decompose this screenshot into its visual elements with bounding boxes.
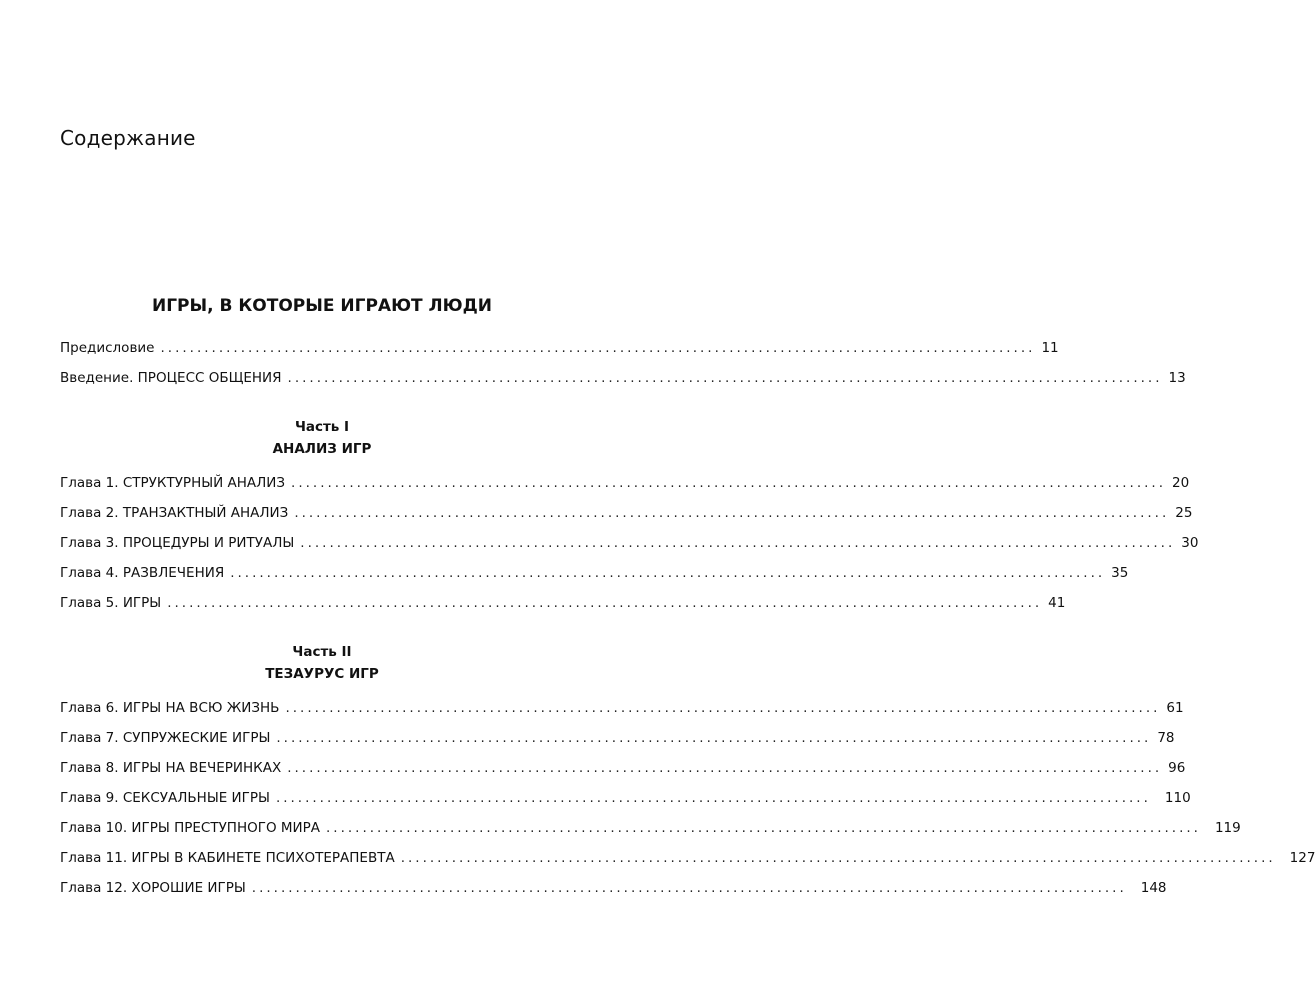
toc-entry (60, 505, 1193, 525)
toc-entry-label: Глава 8. ИГРЫ НА ВЕЧЕРИНКАХ (60, 760, 282, 776)
dot-leader: ........................................................................................................................ (326, 820, 1201, 836)
toc-entry (60, 880, 1167, 900)
toc-entry-label: Введение. ПРОЦЕСС ОБЩЕНИЯ (60, 370, 282, 386)
dot-leader: ........................................................................................................................ (285, 700, 1161, 716)
dot-leader: ........................................................................................................................ (251, 880, 1127, 896)
part-2-title: ТЕЗАУРУС ИГР (265, 666, 379, 682)
toc-entry (60, 565, 1129, 585)
toc-entry-label: Предисловие (60, 340, 155, 356)
toc-entry-page: 11 (1041, 340, 1059, 356)
dot-leader: ........................................................................................................................ (300, 535, 1176, 551)
dot-leader: ........................................................................................................................ (275, 790, 1151, 806)
toc-entry-page: 78 (1157, 730, 1175, 746)
toc-entry-label: Глава 3. ПРОЦЕДУРЫ И РИТУАЛЫ (60, 535, 295, 551)
toc-entry (60, 730, 1175, 750)
toc-entry-label: Глава 7. СУПРУЖЕСКИЕ ИГРЫ (60, 730, 271, 746)
dot-leader: ........................................................................................................................ (294, 505, 1170, 521)
toc-entry (60, 820, 1241, 840)
toc-entry-page: 61 (1166, 700, 1184, 716)
dot-leader: ........................................................................................................................ (287, 760, 1163, 776)
toc-entry-label: Глава 4. РАЗВЛЕЧЕНИЯ (60, 565, 225, 581)
toc-entry-page: 30 (1181, 535, 1199, 551)
toc-entry-label: Глава 11. ИГРЫ В КАБИНЕТЕ ПСИХОТЕРАПЕВТА (60, 850, 395, 866)
toc-entry (60, 850, 1315, 870)
dot-leader: ........................................................................................................................ (160, 340, 1036, 356)
toc-entry-page: 119 (1214, 820, 1241, 836)
toc-entry-page: 127 (1289, 850, 1315, 866)
toc-entry (60, 475, 1190, 495)
toc-entry-page: 96 (1168, 760, 1186, 776)
dot-leader: ........................................................................................................................ (230, 565, 1106, 581)
toc-entry-page: 41 (1048, 595, 1066, 611)
toc-entry-page: 13 (1168, 370, 1186, 386)
toc-entry-label: Глава 2. ТРАНЗАКТНЫЙ АНАЛИЗ (60, 505, 289, 521)
dot-leader: ........................................................................................................................ (400, 850, 1276, 866)
page-heading: Содержание (60, 126, 196, 150)
dot-leader: ........................................................................................................................ (287, 370, 1163, 386)
book-title: ИГРЫ, В КОТОРЫЕ ИГРАЮТ ЛЮДИ (152, 296, 492, 316)
toc-entry (60, 760, 1186, 780)
toc-entry-page: 148 (1140, 880, 1167, 896)
toc-entry (60, 370, 1186, 390)
part-1-title: АНАЛИЗ ИГР (272, 441, 372, 457)
dot-leader: ........................................................................................................................ (167, 595, 1043, 611)
part-2-number: Часть II (292, 644, 352, 660)
toc-entry (60, 700, 1184, 720)
toc-entry-label: Глава 10. ИГРЫ ПРЕСТУПНОГО МИРА (60, 820, 321, 836)
toc-entry-label: Глава 12. ХОРОШИЕ ИГРЫ (60, 880, 246, 896)
toc-entry-label: Глава 5. ИГРЫ (60, 595, 162, 611)
toc-entry-page: 35 (1111, 565, 1129, 581)
toc-entry-label: Глава 6. ИГРЫ НА ВСЮ ЖИЗНЬ (60, 700, 280, 716)
toc-entry-page: 110 (1164, 790, 1191, 806)
toc-entry-page: 20 (1172, 475, 1190, 491)
toc-entry (60, 340, 1059, 360)
toc-entry (60, 535, 1199, 555)
toc-entry-page: 25 (1175, 505, 1193, 521)
dot-leader: ........................................................................................................................ (276, 730, 1152, 746)
toc-entry (60, 595, 1066, 615)
toc-entry-label: Глава 1. СТРУКТУРНЫЙ АНАЛИЗ (60, 475, 286, 491)
toc-entry-label: Глава 9. СЕКСУАЛЬНЫЕ ИГРЫ (60, 790, 270, 806)
part-1-number: Часть I (294, 419, 350, 435)
toc-entry (60, 790, 1191, 810)
dot-leader: ........................................................................................................................ (291, 475, 1166, 491)
